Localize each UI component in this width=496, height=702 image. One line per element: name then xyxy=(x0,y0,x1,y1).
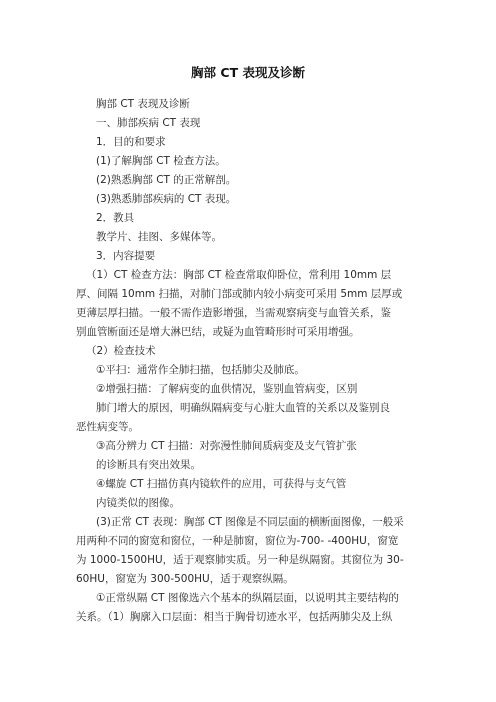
paragraph-line: (3)正常 CT 表现：胸部 CT 图像是不同层面的横断面图像，一般采 xyxy=(96,516,404,528)
text-line: 的诊断具有突出效果。 xyxy=(96,459,201,471)
text-line: (1)了解胸部 CT 检查方法。 xyxy=(96,155,226,167)
text-line: 胸部 CT 表现及诊断 xyxy=(96,98,190,110)
text-line: ①平扫：通常作全肺扫描，包括肺尖及肺底。 xyxy=(96,364,305,376)
paragraph-line: 为 1000-1500HU，适于观察肺实质。另一种是纵隔窗。其窗位为 30- xyxy=(76,554,404,566)
paragraph-line: 更薄层厚扫描。一般不需作造影增强，当需观察病变与血管关系，鉴 xyxy=(76,307,391,319)
paragraph-line: 别血管断面还是增大淋巴结，或疑为血管畸形时可采用增强。 xyxy=(76,326,360,338)
text-line: 教学片、挂图、多媒体等。 xyxy=(96,231,222,243)
text-line: 1．目的和要求 xyxy=(96,136,166,148)
text-line: 一、肺部疾病 CT 表现 xyxy=(96,117,201,129)
text-line: ④螺旋 CT 扫描仿真内镜软件的应用，可获得与支气管 xyxy=(96,478,347,490)
paragraph-line: （1）CT 检查方法：胸部 CT 检查常取仰卧位，常利用 10mm 层 xyxy=(86,269,392,281)
text-line: 3．内容提要 xyxy=(96,250,156,262)
text-line: （2）检查技术 xyxy=(86,345,156,357)
document-title: 胸部 CT 表现及诊断 xyxy=(191,65,305,80)
text-line: ③高分辨力 CT 扫描：对弥漫性肺间质病变及支气管扩张 xyxy=(96,440,357,452)
text-line: (2)熟悉胸部 CT 的正常解剖。 xyxy=(96,174,237,186)
paragraph-line: 厚、间隔 10mm 扫描，对肺门部或肺内较小病变可采用 5mm 层厚或 xyxy=(76,288,403,300)
paragraph-line: 肺门增大的原因，明确纵隔病变与心脏大血管的关系以及鉴别良 xyxy=(96,402,390,414)
paragraph-line: 60HU，窗宽为 300-500HU，适于观察纵隔。 xyxy=(76,573,294,585)
text-line: (3)熟悉肺部疾病的 CT 表现。 xyxy=(96,193,237,205)
paragraph-line: ①正常纵隔 CT 图像选六个基本的纵隔层面，以说明其主要结构的 xyxy=(96,592,399,604)
paragraph-line: 关系。（1）胸廓入口层面：相当于胸骨切迹水平，包括两肺尖及上纵 xyxy=(76,611,393,623)
text-line: 内镜类似的图像。 xyxy=(96,497,180,509)
paragraph-line: 恶性病变等。 xyxy=(76,421,139,433)
text-line: 2．教具 xyxy=(96,212,135,224)
paragraph-line: 用两种不同的窗宽和窗位，一种是肺窗，窗位为-700- -400HU，窗宽 xyxy=(76,535,399,547)
text-line: ②增强扫描：了解病变的血供情况，鉴别血管病变，区别 xyxy=(96,383,358,395)
